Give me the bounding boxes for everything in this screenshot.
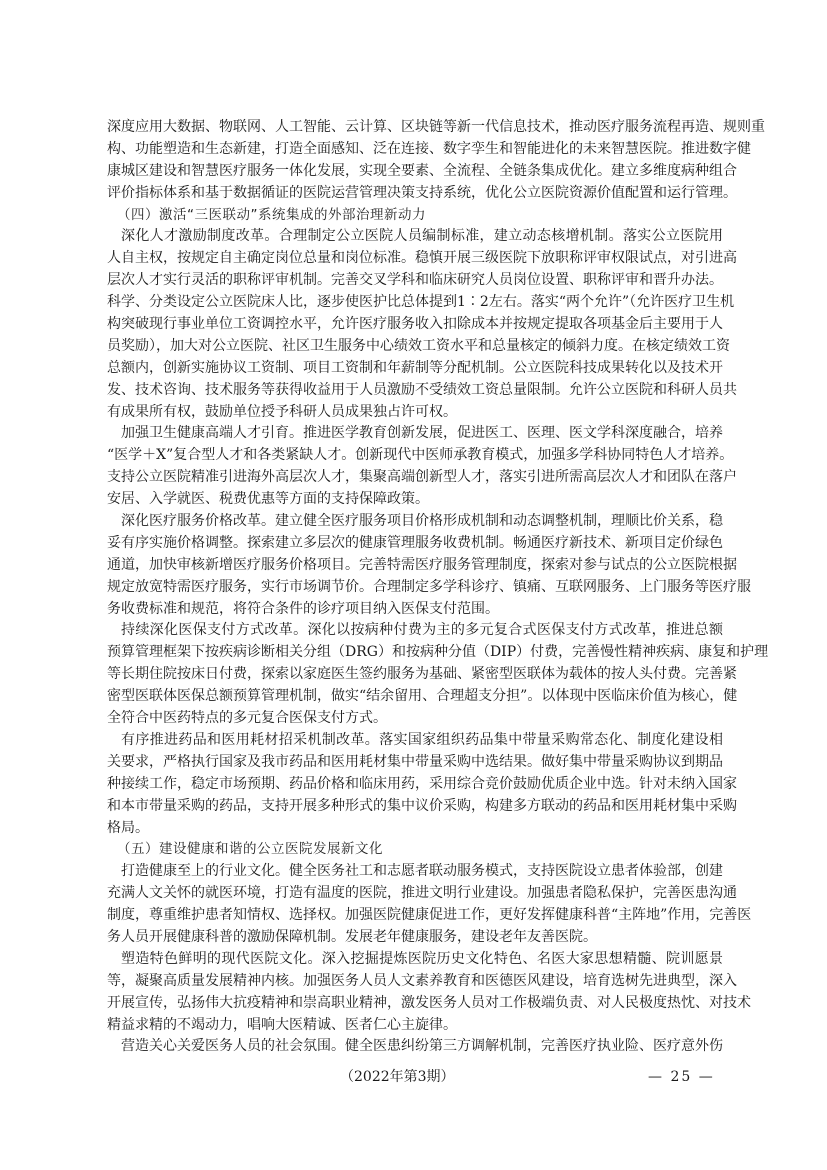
text-line: 员奖励），加大对公立医院、社区卫生服务中心绩效工资水平和总量核定的倾斜力度。在核定绩效工资 [107,337,730,354]
text-line: 营造关心关爱医务人员的社会氛围。健全医患纠纷第三方调解机制，完善医疗执业险、医疗意外伤 [121,1038,723,1055]
paragraph [107,620,769,729]
text-line: 充满人文关怀的就医环境，打造有温度的医院，推进文明行业建设。加强患者隐私保护，完善医患沟通 [107,885,737,902]
text-line: 妥有序实施价格调整。探索建立多层次的健康管理服务收费机制。畅通医疗新技术、新项目定价绿色 [107,534,723,551]
text-line: 种接续工作，稳定市场预期、药品价格和临床用药，采用综合竞价鼓励优质企业中选。针对未纳入国家 [107,775,737,792]
text-line: 有成果所有权，鼓励单位授予科研人员成果独占许可权。 [107,403,457,420]
text-line: 全符合中医药特点的多元复合医保支付方式。 [107,710,387,727]
text-line: 开展宣传，弘扬伟大抗疫精神和崇高职业精神，激发医务人员对工作极端负责、对人民极度热忱、对技术 [107,994,751,1011]
page-number: — 25 — [648,1069,715,1085]
text-line: 科学、分类设定公立医院床人比，逐步使医护比总体提到1∶2左右。落实“两个允许”（允许医疗卫生机 [107,294,735,311]
text-line: 层次人才实行灵活的职称评审机制。完善交叉学科和临床研究人员岗位设置、职称评审和晋升办法。 [107,272,723,289]
text-line: “医学＋X”复合型人才和各类紧缺人才。创新现代中医师承教育模式，加强多学科协同特色人才培养。 [107,447,734,464]
text-line: 规定放宽特需医疗服务，实行市场调节价。合理制定多学科诊疗、镇痛、互联网服务、上门服务等医疗服 [107,578,751,595]
text-line: 通道，加快审核新增医疗服务价格项目。完善特需医疗服务管理制度，探索对参与试点的公立医院根据 [107,556,737,573]
text-line: 等长期住院按床日付费，探索以家庭医生签约服务为基础、紧密型医联体为载体的按人头付费。完善紧 [107,666,737,683]
paragraph [107,117,765,205]
footer-issue-label: （2022年第3期） [340,1069,455,1085]
text-line: 构、功能塑造和生态新建，打造全面感知、泛在连接、数字孪生和智能进化的未来智慧医院。推进数字健 [107,140,751,157]
paragraph [107,730,737,839]
paragraph [107,949,751,1037]
paragraph [107,423,737,511]
text-line: 康城区建设和智慧医疗服务一体化发展，实现全要素、全流程、全链条集成优化。建立多维度病种组合 [107,162,737,179]
text-line: 深化医疗服务价格改革。建立健全医疗服务项目价格形成机制和动态调整机制，理顺比价关系，稳 [121,513,723,530]
text-line: 安居、入学就医、税费优惠等方面的支持保障政策。 [107,491,429,508]
text-line: 精益求精的不竭动力，唱响大医精诚、医者仁心主旋律。 [107,1016,457,1033]
text-line: 评价指标体系和基于数据循证的医院运营管理决策支持系统，优化公立医院资源价值配置和运行管理。 [107,184,737,201]
text-line: 等，凝聚高质量发展精神内核。加强医务人员人文素养教育和医德医风建设，培育选树先进典型，深入 [107,972,737,989]
text-line: 预算管理框架下按疾病诊断相关分组（DRG）和按病种分值（DIP）付费，完善慢性精神疾病、康复和护理 [107,644,769,661]
text-line: 支持公立医院精准引进海外高层次人才，集聚高端创新型人才，落实引进所需高层次人才和团队在落户 [107,469,737,486]
section-heading: （四）激活“三医联动”系统集成的外部治理新动力 [117,206,426,223]
paragraph [107,511,751,620]
text-line: 制度，尊重维护患者知情权、选择权。加强医院健康促进工作，更好发挥健康科普“主阵地”作用，完善医 [107,907,752,924]
text-line: 密型医联体医保总额预算管理机制，做实“结余留用、合理超支分担”。以体现中医临床价值为核心，健 [107,688,738,705]
text-line: 持续深化医保支付方式改革。深化以按病种付费为主的多元复合式医保支付方式改革，推进总额 [121,622,723,639]
paragraph [107,1036,723,1058]
text-line: 加强卫生健康高端人才引育。推进医学教育创新发展，促进医工、医理、医文学科深度融合，培养 [121,425,723,442]
text-line: 人自主权，按规定自主确定岗位总量和岗位标准。稳慎开展三级医院下放职称评审权限试点，对引进高 [107,250,737,267]
text-line: 深度应用大数据、物联网、人工智能、云计算、区块链等新一代信息技术，推动医疗服务流程再造、规则重 [107,119,765,135]
text-line: 构突破现行事业单位工资调控水平，允许医疗服务收入扣除成本并按规定提取各项基金后主要用于人 [107,316,723,333]
text-line: 有序推进药品和医用耗材招采机制改革。落实国家组织药品集中带量采购常态化、制度化建设相 [121,731,723,748]
text-line: 总额内，创新实施协议工资制、项目工资制和年薪制等分配机制。公立医院科技成果转化以及技术开 [107,359,723,376]
text-line: 深化人才激励制度改革。合理制定公立医院人员编制标准，建立动态核增机制。落实公立医院用 [121,228,723,245]
paragraph [107,861,752,949]
text-line: 关要求，严格执行国家及我市药品和医用耗材集中带量采购中选结果。做好集中带量采购协议到期品 [107,753,723,770]
text-line: 务人员开展健康科普的激励保障机制。发展老年健康服务，建设老年友善医院。 [107,928,597,945]
section-heading: （五）建设健康和谐的公立医院发展新文化 [117,841,383,858]
text-line: 发、技术咨询、技术服务等获得收益用于人员激励不受绩效工资总量限制。允许公立医院和科研人员共 [107,381,737,398]
text-line: 格局。 [107,819,149,836]
text-line: 和本市带量采购的药品，支持开展多种形式的集中议价采购，构建多方联动的药品和医用耗材集中采购 [107,797,737,814]
text-line: 打造健康至上的行业文化。健全医务社工和志愿者联动服务模式，支持医院设立患者体验部，创建 [121,863,723,880]
paragraph [107,226,737,423]
text-line: 塑造特色鲜明的现代医院文化。深入挖掘提炼医院历史文化特色、名医大家思想精髓、院训愿景 [121,950,723,967]
document-body [107,117,769,1058]
text-line: 务收费标准和规范，将符合条件的诊疗项目纳入医保支付范围。 [107,600,499,617]
